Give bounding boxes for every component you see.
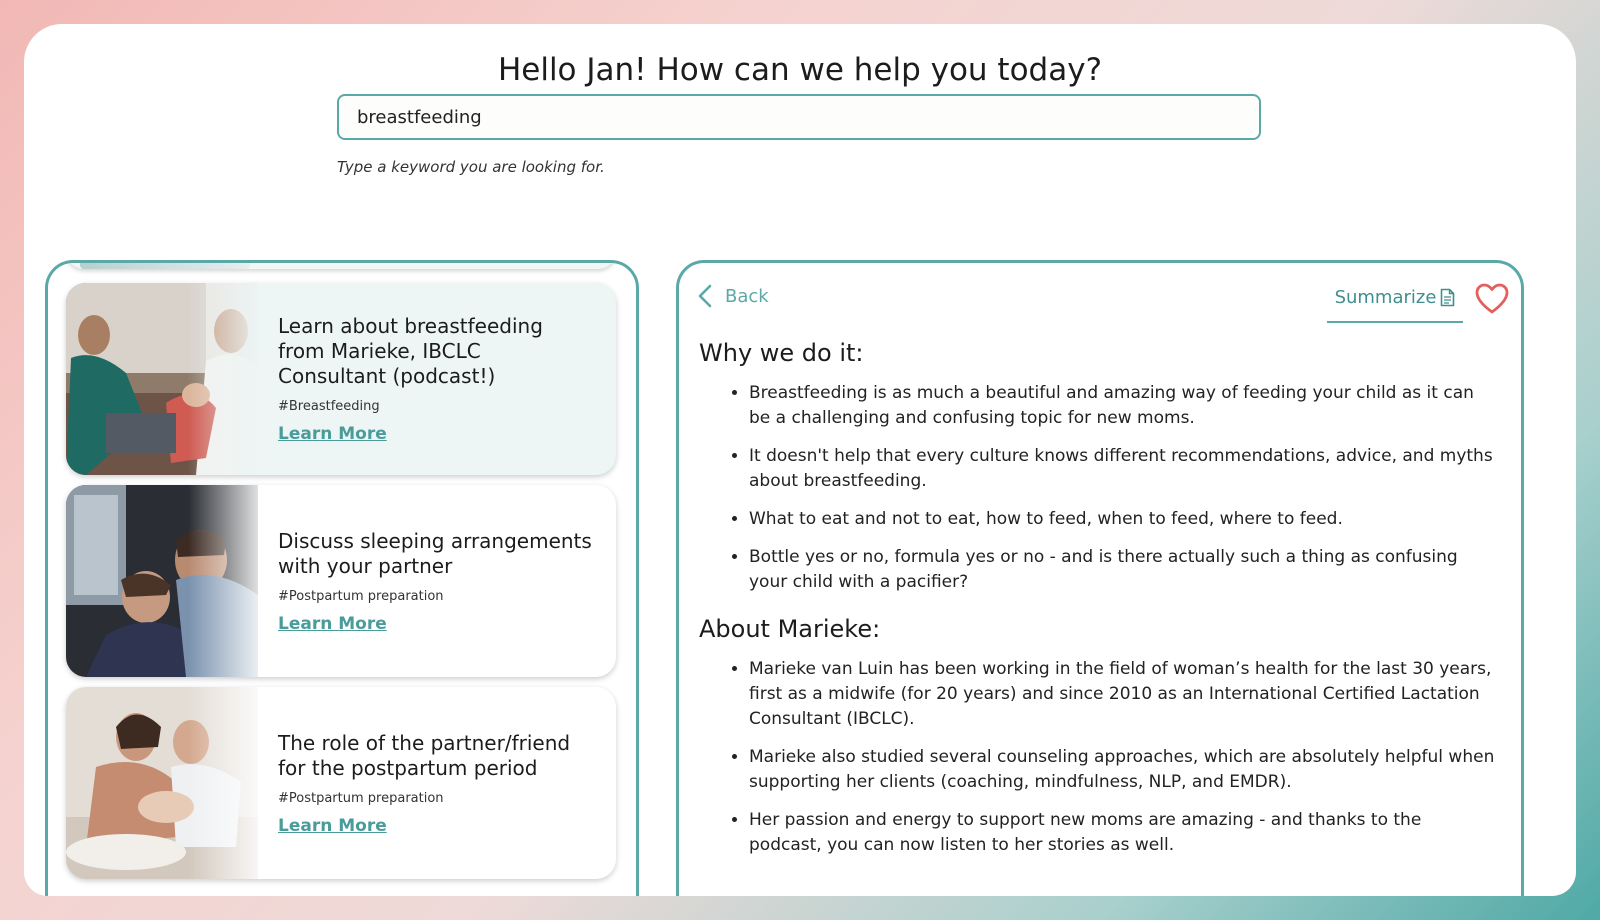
bullet-list [699, 657, 1497, 858]
results-panel[interactable] [45, 260, 639, 896]
favorite-heart-icon[interactable] [1475, 283, 1509, 315]
learn-more-link[interactable]: Learn More [278, 424, 387, 444]
app-frame [24, 24, 1576, 896]
list-item: • Breastfeeding is as much a beautiful and amazing way of feeding your child as it can be a challenging and confusing topic for new moms. [749, 381, 1497, 431]
card-title: The role of the partner/friend for the postpartum period [278, 730, 571, 780]
document-icon [1440, 288, 1455, 307]
list-item: • Bottle yes or no, formula yes or no - and is there actually such a thing as confusing your child with a pacifier? [749, 545, 1497, 595]
card-tag: #Breastfeeding [278, 399, 380, 414]
list-item: • Her passion and energy to support new moms are amazing - and thanks to the podcast, you can now listen to her stories as well. [749, 808, 1497, 858]
partial-result-card[interactable] [66, 260, 616, 269]
result-card[interactable] [66, 283, 616, 475]
couple-resting-photo [66, 485, 258, 677]
search-field[interactable] [337, 94, 1261, 140]
card-title: Discuss sleeping arrangements with your partner [278, 528, 592, 578]
section-heading: Why we do it: [699, 339, 864, 367]
mother-nursing-baby-photo [66, 283, 258, 475]
card-tag: #Postpartum preparation [278, 588, 444, 604]
detail-content [699, 339, 1497, 878]
learn-more-link[interactable]: Learn More [278, 613, 387, 634]
result-card[interactable] [66, 485, 616, 677]
page-title: Hello Jan! How can we help you today? [497, 52, 1103, 88]
detail-panel[interactable] [676, 260, 1524, 896]
back-label: Back [725, 285, 769, 307]
summarize-button[interactable] [1327, 287, 1463, 323]
search-input[interactable] [355, 106, 1259, 129]
search-hint: Type a keyword you are looking for. [337, 158, 605, 176]
bullet-list [699, 381, 1497, 595]
summarize-label: Summarize [1334, 287, 1437, 308]
result-card[interactable] [66, 687, 616, 879]
section-heading: About Marieke: [699, 615, 881, 643]
list-item: • What to eat and not to eat, how to feed, when to feed, where to feed. [749, 507, 1497, 532]
learn-more-link[interactable]: Learn More [278, 815, 387, 836]
list-item: • It doesn't help that every culture knows different recommendations, advice, and myths about breastfeeding. [749, 444, 1497, 494]
card-tag: #Postpartum preparation [278, 790, 444, 806]
card-title: Learn about breastfeeding from Marieke, IBCLC Consultant (podcast!) [278, 314, 543, 388]
list-item: • Marieke van Luin has been working in the field of woman’s health for the last 30 years, first as a midwife (for 20 years) and since 2010 as an International Certified Lactation Consultant (IBCLC). [749, 657, 1497, 732]
list-item: • Marieke also studied several counseling approaches, which are absolutely helpful when supporting her clients (coaching, mindfulness, NLP, and EMDR). [749, 745, 1497, 795]
back-button[interactable] [697, 283, 769, 309]
two-women-with-newborn-photo [66, 687, 258, 879]
chevron-left-icon [697, 283, 713, 309]
